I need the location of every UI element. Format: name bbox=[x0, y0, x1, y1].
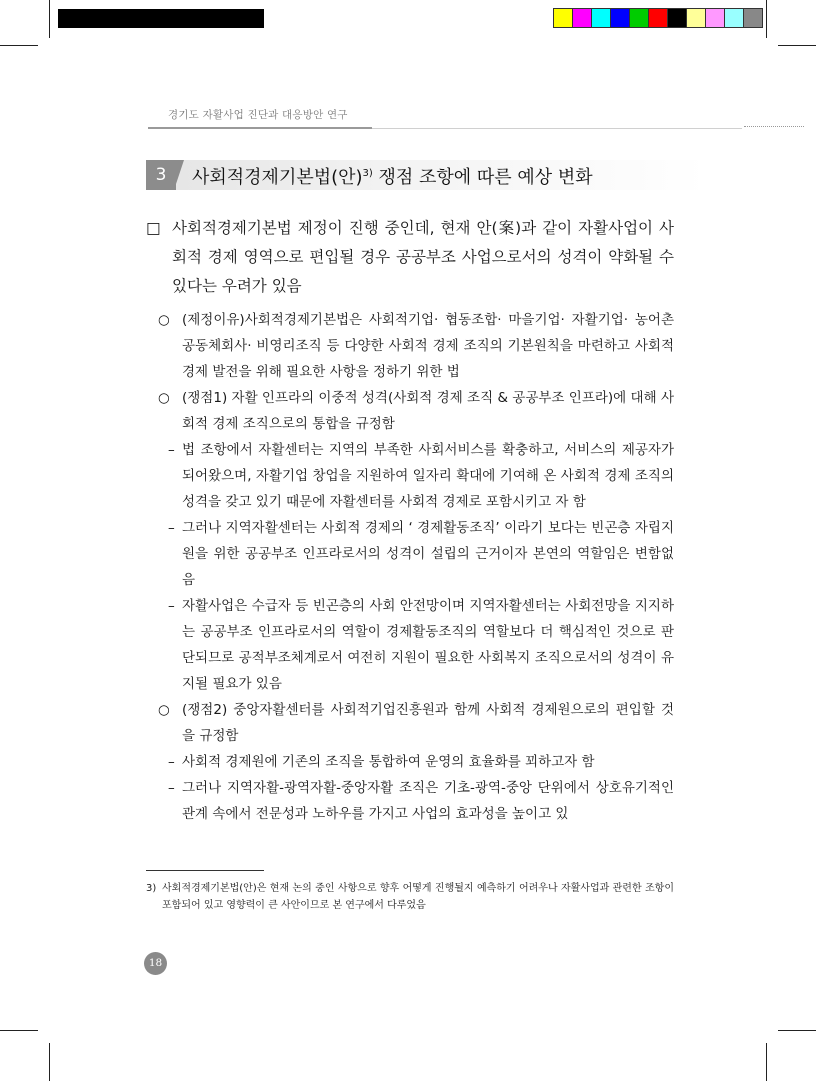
paragraph-text: 그러나 지역자활-광역자활-중앙자활 조직은 기초-광역-중앙 단위에서 상호유기적인 관계 속에서 전문성과 노하우를 가지고 사업의 효과성을 높이고 있 bbox=[182, 780, 674, 822]
section-title-main: 사회적경제기본법(안) bbox=[192, 167, 363, 188]
paragraph-subitem bbox=[146, 593, 674, 697]
section-title bbox=[192, 163, 593, 189]
paragraph-subitem bbox=[146, 775, 674, 827]
header-rule-thin bbox=[372, 128, 742, 129]
paragraph-item bbox=[146, 385, 674, 437]
section-number: 3 bbox=[146, 160, 176, 190]
footnote-reference[interactable]: 3) bbox=[362, 168, 373, 179]
dash-bullet: – bbox=[168, 520, 175, 536]
swatch-gray bbox=[743, 8, 763, 28]
paragraph-text: 법 조항에서 자활센터는 지역의 부족한 사회서비스를 확충하고, 서비스의 제공자가 되어왔으며, 자활기업 창업을 지원하여 일자리 확대에 기여해 온 사회적 경제 조직의 성격을 갖고 있기 때문에 자활센터를 사회적 경제로 포함시키고 자 함 bbox=[182, 442, 674, 510]
running-header: 경기도 자활사업 진단과 대응방안 연구 bbox=[168, 109, 348, 121]
crop-mark-bottom-left-h bbox=[0, 1030, 38, 1031]
crop-mark-top-right-h bbox=[778, 45, 816, 46]
crop-mark-top-right-v bbox=[766, 0, 767, 38]
swatch-black bbox=[667, 8, 687, 28]
paragraph-text: 그러나 지역자활센터는 사회적 경제의 ‘ 경제활동조직’ 이라기 보다는 빈곤층 자립지원을 위한 공공부조 인프라로서의 성격이 설립의 근거이자 본연의 역할임은 변함없음 bbox=[182, 520, 674, 588]
swatch-light-yellow bbox=[686, 8, 706, 28]
body-text bbox=[146, 214, 674, 827]
crop-mark-top-left-h bbox=[0, 45, 38, 46]
swatch-red bbox=[648, 8, 668, 28]
page-number-badge: 18 bbox=[144, 952, 167, 975]
footnote-rule bbox=[146, 870, 264, 871]
paragraph-text: (제정이유)사회적경제기본법은 사회적기업· 협동조합· 마을기업· 자활기업· 농어촌 공동체회사· 비영리조직 등 다양한 사회적 경제 조직의 기본원칙을 마련하고 사회적 경제 발전을 위해 필요한 사항을 정하기 위한 법 bbox=[182, 312, 674, 380]
dash-bullet: – bbox=[168, 780, 175, 796]
swatch-blue bbox=[610, 8, 630, 28]
footnote-text: 사회적경제기본법(안)은 현재 논의 중인 사항으로 향후 어떻게 진행될지 예측하기 어려우나 자활사업과 관련한 조항이 포함되어 있고 영향력이 큰 사안이므로 본 연구에서 다루었음 bbox=[162, 883, 674, 911]
paragraph-subitem bbox=[146, 515, 674, 593]
swatch-green bbox=[629, 8, 649, 28]
swatch-magenta bbox=[572, 8, 592, 28]
color-calibration-swatches bbox=[553, 8, 762, 28]
paragraph-item bbox=[146, 307, 674, 385]
dash-bullet: – bbox=[168, 754, 175, 770]
footnote bbox=[146, 880, 674, 914]
square-bullet: □ bbox=[146, 219, 161, 237]
swatch-cyan bbox=[591, 8, 611, 28]
footnote-marker: 3) bbox=[146, 883, 157, 894]
paragraph-text: (쟁점1) 자활 인프라의 이중적 성격(사회적 경제 조직 & 공공부조 인프라)에 대해 사회적 경제 조직으로의 통합을 규정함 bbox=[182, 390, 674, 432]
swatch-yellow bbox=[553, 8, 573, 28]
crop-mark-bottom-right-h bbox=[778, 1030, 816, 1031]
dash-bullet: – bbox=[168, 442, 175, 458]
paragraph-text: 사회적경제기본법 제정이 진행 중인데, 현재 안(案)과 같이 자활사업이 사회적 경제 영역으로 편입될 경우 공공부조 사업으로서의 성격이 약화될 수 있다는 우려가 있음 bbox=[172, 219, 674, 295]
paragraph-item bbox=[146, 697, 674, 749]
crop-mark-top-left-v bbox=[49, 0, 50, 38]
paragraph-subitem bbox=[146, 749, 674, 775]
swatch-light-cyan bbox=[724, 8, 744, 28]
paragraph-text: 사회적 경제원에 기존의 조직을 통합하여 운영의 효율화를 꾀하고자 함 bbox=[182, 754, 595, 770]
crop-mark-bottom-right-v bbox=[766, 1043, 767, 1081]
header-rule bbox=[148, 127, 372, 129]
circle-bullet: ○ bbox=[158, 702, 170, 718]
section-title-rest: 쟁점 조항에 따른 예상 변화 bbox=[372, 167, 593, 188]
paragraph-main bbox=[146, 214, 674, 301]
dash-bullet: – bbox=[168, 598, 175, 614]
crop-mark-bottom-left-v bbox=[49, 1043, 50, 1081]
registration-black-bar bbox=[58, 9, 264, 28]
paragraph-text: (쟁점2) 중앙자활센터를 사회적기업진흥원과 함께 사회적 경제원으로의 편입할 것을 규정함 bbox=[182, 702, 674, 744]
circle-bullet: ○ bbox=[158, 312, 170, 328]
paragraph-subitem bbox=[146, 437, 674, 515]
circle-bullet: ○ bbox=[158, 390, 170, 406]
header-dotted-rule bbox=[744, 126, 804, 127]
paragraph-text: 자활사업은 수급자 등 빈곤층의 사회 안전망이며 지역자활센터는 사회전망을 지지하는 공공부조 인프라로서의 역할이 경제활동조직의 역할보다 더 핵심적인 것으로 판단되므로 공적부조체계로서 여전히 지원이 필요한 사회복지 조직으로서의 성격이 유지될 필요가 있음 bbox=[182, 598, 674, 692]
swatch-light-magenta bbox=[705, 8, 725, 28]
